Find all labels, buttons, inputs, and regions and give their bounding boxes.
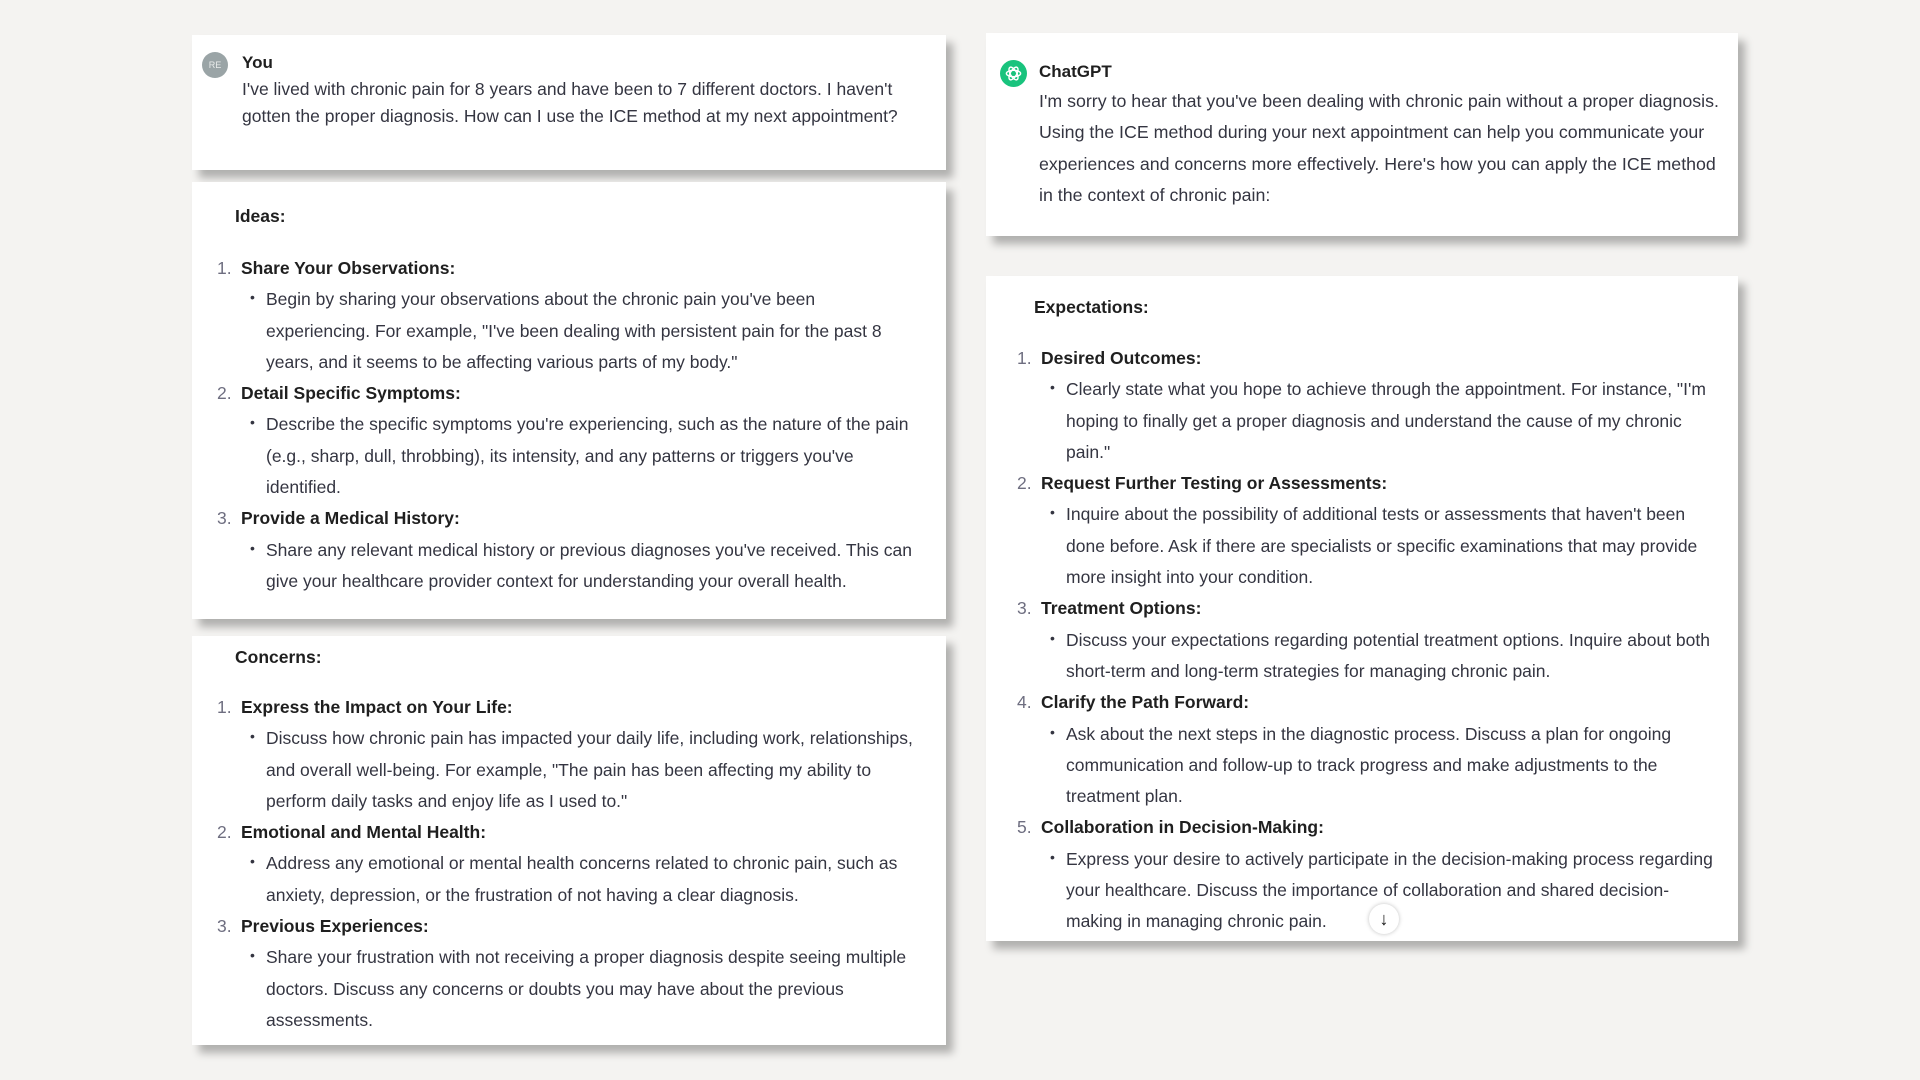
list-item: [1017, 468, 1713, 593]
list-number: 3.: [217, 916, 232, 937]
list-item-text: Clearly state what you hope to achieve through the appointment. For instance, "I'm hoping to finally get a proper diagnosis and understand the cause of my chronic pain.": [1066, 379, 1706, 462]
list-item: [217, 378, 921, 503]
list-number: 3.: [217, 508, 232, 529]
list-item-text: Begin by sharing your observations about the chronic pain you've been experiencing. For example, "I've been dealing with persistent pain for the past 8 years, and it seems to be affecting various parts of my body.": [266, 289, 882, 372]
list-number: 2.: [217, 383, 232, 404]
list-item: [217, 692, 921, 817]
list-item-title: Detail Specific Symptoms:: [241, 383, 461, 404]
list-number: 2.: [1017, 473, 1032, 494]
list-item-title: Express the Impact on Your Life:: [241, 697, 513, 717]
list-number: 4.: [1017, 692, 1032, 713]
concerns-list: [217, 692, 921, 1036]
bullet-icon: •: [250, 539, 255, 556]
bullet-icon: •: [1050, 848, 1055, 865]
user-message-text: I've lived with chronic pain for 8 years and have been to 7 different doctors. I haven't gotten the proper diagnosis. How can I use the ICE method at my next appointment?: [242, 79, 898, 126]
list-item-title: Previous Experiences:: [241, 916, 429, 937]
list-item: [217, 503, 921, 597]
list-item-title: Share Your Observations:: [241, 258, 456, 278]
list-item-title: Treatment Options:: [1041, 598, 1202, 619]
list-item-text: Discuss how chronic pain has impacted your daily life, including work, relationships, and overall well-being. For example, "The pain has been affecting my ability to perform daily tasks and enjoy life as I used to.": [266, 728, 913, 811]
list-number: 2.: [217, 822, 232, 843]
assistant-author-name: ChatGPT: [1039, 62, 1112, 81]
bullet-icon: •: [250, 853, 255, 870]
list-item: [1017, 593, 1713, 687]
list-item-title: Emotional and Mental Health:: [241, 822, 487, 843]
bullet-icon: •: [1050, 379, 1055, 396]
list-item: [217, 817, 921, 911]
list-item-title: Desired Outcomes:: [1041, 348, 1202, 368]
bullet-icon: •: [1050, 629, 1055, 646]
bullet-icon: •: [250, 947, 255, 964]
list-number: 1.: [1017, 348, 1032, 368]
concerns-heading: Concerns:: [235, 647, 322, 667]
list-item: [1017, 343, 1713, 468]
bullet-icon: •: [1050, 504, 1055, 521]
expectations-heading: Expectations:: [1034, 297, 1149, 317]
list-item: [1017, 687, 1713, 812]
arrow-down-icon: ↓: [1379, 909, 1389, 929]
list-item-text: Describe the specific symptoms you're experiencing, such as the nature of the pain (e.g., sharp, dull, throbbing), its intensity, and any patterns or triggers you've identified.: [266, 414, 909, 498]
list-number: 1.: [217, 697, 232, 717]
list-item-text: Address any emotional or mental health concerns related to chronic pain, such as anxiety, depression, or the frustration of not having a clear diagnosis.: [266, 853, 898, 905]
list-item-title: Provide a Medical History:: [241, 508, 460, 529]
expectations-section-card: [986, 276, 1738, 941]
list-item-text: Ask about the next steps in the diagnostic process. Discuss a plan for ongoing communication and follow-up to track progress and make adjustments to the treatment plan.: [1066, 723, 1672, 807]
list-item: [217, 911, 921, 1036]
list-number: 1.: [217, 258, 232, 278]
ideas-heading: Ideas:: [235, 206, 286, 226]
bullet-icon: •: [250, 728, 255, 745]
list-item-text: Discuss your expectations regarding potential treatment options. Inquire about both short-term and long-term strategies for managing chronic pain.: [1066, 629, 1710, 681]
bullet-icon: •: [1050, 723, 1055, 740]
expectations-list: [1017, 343, 1713, 938]
list-item: [217, 253, 921, 378]
list-item-text: Express your desire to actively participate in the decision-making process regarding your healthcare. Discuss the importance of collaboration and shared decision-making in managing chronic pain.: [1066, 848, 1713, 932]
list-item-text: Inquire about the possibility of additional tests or assessments that haven't been done before. Ask if there are specialists or specific examinations that may provide more insight into your condition.: [1066, 504, 1698, 588]
bullet-icon: •: [250, 289, 255, 306]
list-item-title: Request Further Testing or Assessments:: [1041, 473, 1388, 494]
concerns-section-card: [192, 636, 946, 1045]
user-avatar: RE: [202, 52, 228, 78]
list-item-text: Share any relevant medical history or previous diagnoses you've received. This can give your healthcare provider context for understanding your overall health.: [266, 539, 912, 591]
ideas-list: [217, 253, 921, 597]
list-item-title: Collaboration in Decision-Making:: [1041, 817, 1324, 838]
user-author-name: You: [242, 53, 273, 72]
list-item-text: Share your frustration with not receiving a proper diagnosis despite seeing multiple doctors. Discuss any concerns or doubts you may have about the previous assessments.: [266, 947, 907, 1030]
assistant-intro-text: I'm sorry to hear that you've been dealing with chronic pain without a proper diagnosis. Using the ICE method during your next appointment can help you communicate your experiences and concerns more effectively. Here's how you can apply the ICE method in the context of chronic pain:: [1039, 91, 1719, 205]
user-message-card: [192, 35, 946, 170]
list-item-title: Clarify the Path Forward:: [1041, 692, 1250, 713]
scroll-to-bottom-button[interactable]: [1369, 904, 1399, 934]
assistant-message-card: [986, 33, 1738, 236]
list-number: 3.: [1017, 598, 1032, 619]
bullet-icon: •: [250, 414, 255, 431]
ideas-section-card: [192, 182, 946, 619]
chatgpt-logo-icon: [1000, 60, 1027, 87]
list-number: 5.: [1017, 817, 1032, 838]
